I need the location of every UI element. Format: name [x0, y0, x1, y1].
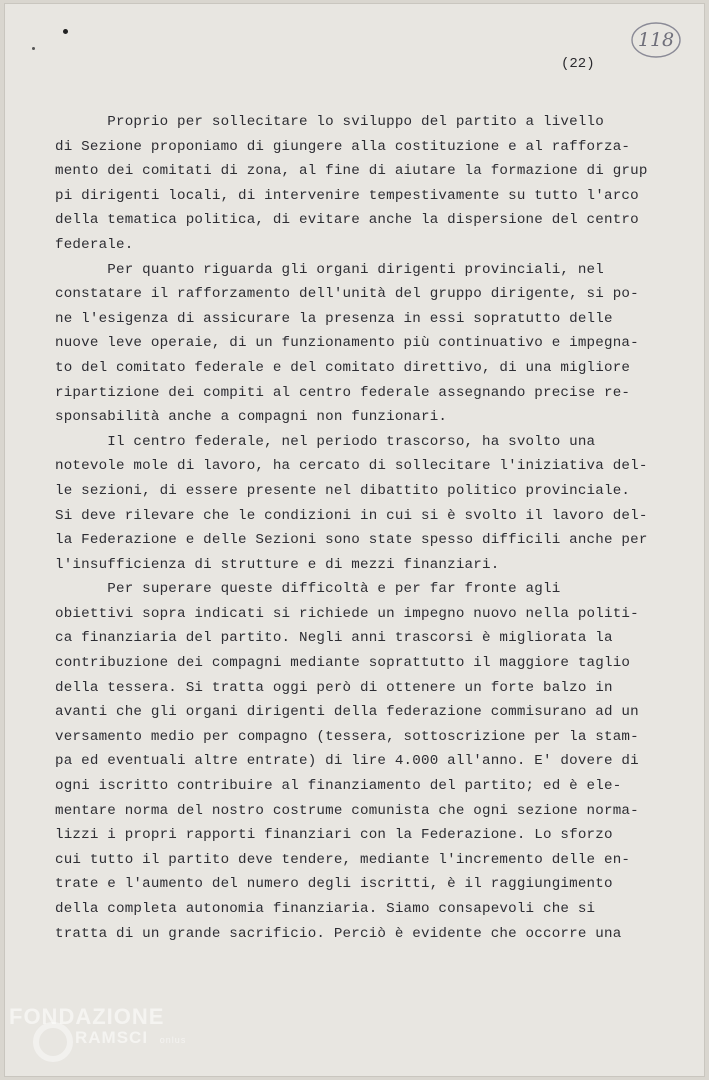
text-line: mento dei comitati di zona, al fine di aiutare la formazione di grup — [55, 163, 648, 180]
text-line: ripartizione dei compiti al centro federale assegnando precise re- — [55, 384, 631, 401]
text-line: sponsabilità anche a compagni non funzionari. — [55, 409, 448, 426]
text-line: to del comitato federale e del comitato direttivo, di una migliore — [55, 359, 631, 376]
watermark-suffix: onlus — [159, 1035, 187, 1045]
text-line: Per superare queste difficoltà e per far fronte agli — [55, 581, 561, 598]
text-line: avanti che gli organi dirigenti della federazione commisurano ad un — [55, 704, 639, 721]
text-line: Si deve rilevare che le condizioni in cui si è svolto il lavoro del- — [55, 507, 648, 524]
watermark-line2-text: RAMSCI — [75, 1028, 149, 1047]
ink-speck — [32, 47, 35, 50]
text-line: pi dirigenti locali, di intervenire tempestivamente su tutto l'arco — [55, 187, 639, 204]
text-line: della completa autonomia finanziaria. Siamo consapevoli che si — [55, 901, 596, 917]
text-line: lizzi i propri rapporti finanziari con la Federazione. Lo sforzo — [55, 827, 613, 844]
text-line: obiettivi sopra indicati si richiede un impegno nuovo nella politi- — [55, 605, 639, 622]
watermark-line1: FONDAZIONE — [9, 1004, 165, 1029]
text-line: ne l'esigenza di assicurare la presenza in essi sopratutto delle — [55, 310, 613, 327]
handwritten-folio-number — [630, 20, 682, 60]
text-line: mentare norma del nostro costrume comunista che ogni sezione norma- — [55, 802, 639, 819]
page-number: (22) — [561, 56, 595, 72]
text-line: della tematica politica, di evitare anche la dispersione del centro — [55, 212, 639, 229]
text-line: Per quanto riguarda gli organi dirigenti provinciali, nel — [55, 261, 604, 278]
text-line: contribuzione dei compagni mediante soprattutto il maggiore taglio — [55, 655, 631, 672]
text-line: nuove leve operaie, di un funzionamento più continuativo e impegna- — [55, 335, 639, 352]
text-line: constatare il rafforzamento dell'unità del gruppo dirigente, si po- — [55, 286, 639, 303]
text-line: ogni iscritto contribuire al finanziamento del partito; ed è ele- — [55, 778, 622, 795]
folio-text: 118 — [637, 29, 675, 51]
text-line: della tessera. Si tratta oggi però di ottenere un forte balzo in — [55, 679, 613, 696]
text-line: notevole mole di lavoro, ha cercato di sollecitare l'iniziativa del- — [55, 458, 648, 475]
text-line: cui tutto il partito deve tendere, mediante l'incremento delle en- — [55, 851, 631, 868]
text-line: Proprio per sollecitare lo sviluppo del partito a livello — [55, 114, 604, 130]
text-line: tratta di un grande sacrificio. Perciò è evidente che occorre una — [55, 925, 622, 942]
text-line: trate e l'aumento del numero degli iscritti, è il raggiungimento — [55, 876, 613, 893]
text-line: di Sezione proponiamo di giungere alla costituzione e al rafforza- — [55, 138, 631, 155]
watermark-line2 — [75, 1028, 186, 1048]
text-line: l'insufficienza di strutture e di mezzi finanziari. — [55, 556, 500, 573]
text-line: la Federazione e delle Sezioni sono state spesso difficili anche per — [55, 532, 648, 549]
text-line: le sezioni, di essere presente nel dibattito politico provinciale. — [55, 482, 631, 499]
watermark-logo — [9, 1004, 187, 1047]
text-line: Il centro federale, nel periodo trascorso, ha svolto una — [55, 433, 596, 450]
text-line: pa ed eventuali altre entrate) di lire 4.000 all'anno. E' dovere di — [55, 753, 639, 770]
ink-dot — [63, 29, 68, 34]
text-line: ca finanziaria del partito. Negli anni trascorsi è migliorata la — [55, 630, 613, 647]
typewritten-body — [55, 110, 648, 946]
g-logo-icon — [33, 1022, 73, 1062]
document-page — [4, 3, 705, 1077]
text-line: versamento medio per compagno (tessera, sottoscrizione per la stam- — [55, 728, 639, 745]
text-line: federale. — [55, 236, 134, 253]
